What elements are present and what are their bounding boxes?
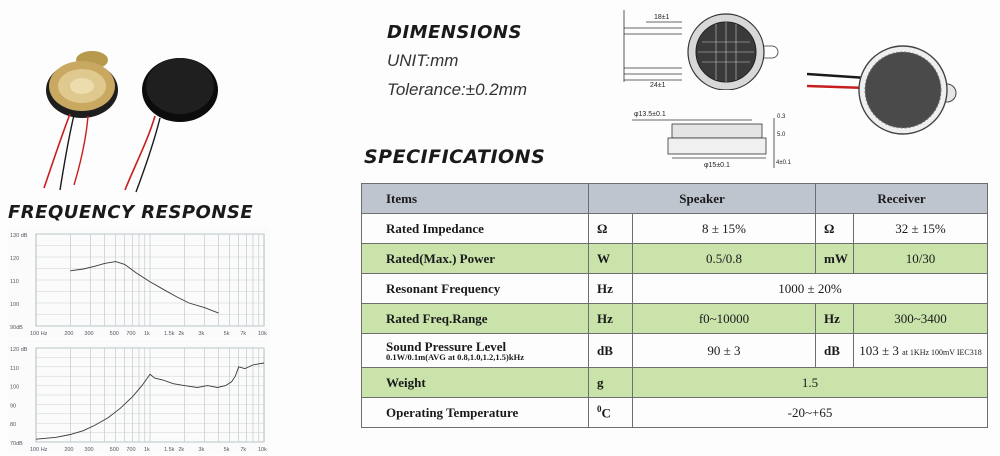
- unit: Hz: [589, 274, 633, 304]
- receiver-value: 10/30: [854, 244, 988, 274]
- item-label: Resonant Frequency: [362, 274, 589, 304]
- x-tick-label: 7k: [240, 447, 247, 453]
- y-tick-label: 80: [10, 422, 17, 429]
- x-tick-label: 200: [64, 331, 74, 337]
- x-tick-label: 1.5k: [164, 447, 175, 453]
- x-tick-label: 7k: [240, 331, 247, 337]
- x-tick-label: 100 Hz: [30, 447, 48, 453]
- x-tick-label: 500: [109, 331, 119, 337]
- x-tick-label: 500: [109, 447, 119, 453]
- y-tick-label: 100: [10, 302, 20, 308]
- x-tick-label: 700: [126, 447, 136, 453]
- spl-condition: 0.1W/0.1m(AVG at 0.8,1.0,1.2,1.5)kHz: [386, 351, 524, 362]
- product-photo: [30, 30, 220, 195]
- x-tick-label: 700: [126, 331, 136, 337]
- speaker-unit: Hz: [589, 304, 633, 334]
- speaker-value: 0.5/0.8: [633, 244, 816, 274]
- item-label: Operating Temperature: [362, 398, 589, 428]
- speaker-value: 90 ± 3: [633, 334, 816, 368]
- speaker-unit: W: [589, 244, 633, 274]
- shared-value: 1000 ± 20%: [633, 274, 988, 304]
- dim-label-03: 0.3: [777, 114, 786, 120]
- unit-letter: C: [601, 405, 611, 421]
- dim-label-24: 24±1: [650, 82, 666, 89]
- dim-label-50: 5.0: [777, 132, 786, 138]
- y-tick-label: 120 dB: [10, 347, 28, 353]
- spl-label: Sound Pressure Level: [386, 338, 507, 354]
- receiver-value: 32 ± 15%: [854, 214, 988, 244]
- unit: g: [589, 368, 633, 398]
- x-tick-label: 1k: [144, 331, 150, 337]
- receiver-value: 300~3400: [854, 304, 988, 334]
- item-label: Rated Impedance: [362, 214, 589, 244]
- item-label: Rated Freq.Range: [362, 304, 589, 334]
- receiver-unit: dB: [816, 334, 854, 368]
- x-tick-label: 200: [64, 447, 74, 453]
- table-row-operating-temperature: [362, 398, 988, 428]
- dim-label-18: 18±1: [654, 14, 670, 21]
- item-label: [362, 334, 589, 368]
- dim-label-height: 4±0.1: [776, 160, 791, 166]
- y-tick-label: 90dB: [10, 325, 23, 331]
- x-tick-label: 2k: [178, 447, 185, 453]
- receiver-spl-condition: at 1KHz 100mV IEC318: [902, 347, 982, 357]
- speaker-unit: dB: [589, 334, 633, 368]
- specifications-table: [361, 183, 988, 428]
- y-tick-label: 130 dB: [10, 233, 28, 239]
- x-tick-label: 100 Hz: [30, 331, 48, 337]
- tolerance-text: Tolerance:±0.2mm: [387, 80, 528, 99]
- y-tick-label: 90: [10, 403, 17, 410]
- dim-label-d135: φ13.5±0.1: [634, 111, 666, 118]
- y-tick-label: 110: [10, 365, 19, 372]
- table-row-impedance: [362, 214, 988, 244]
- x-tick-label: 5k: [223, 331, 230, 337]
- x-tick-label: 300: [84, 331, 94, 337]
- response-curve: [70, 262, 218, 314]
- receiver-unit: Hz: [816, 304, 854, 334]
- shared-value: 1.5: [633, 368, 988, 398]
- item-label: Weight: [362, 368, 589, 398]
- receiver-unit: mW: [816, 244, 854, 274]
- y-tick-label: 70dB: [10, 441, 23, 447]
- item-label: Rated(Max.) Power: [362, 244, 589, 274]
- header-items: Items: [362, 184, 589, 214]
- frequency-chart-top: [8, 226, 270, 338]
- header-speaker: Speaker: [589, 184, 816, 214]
- unit: [589, 398, 633, 428]
- speaker-value: f0~10000: [633, 304, 816, 334]
- dimension-drawing-side-view: [612, 104, 792, 174]
- dim-label-d15: φ15±0.1: [704, 162, 730, 169]
- table-header-row: [362, 184, 988, 214]
- x-tick-label: 2k: [178, 331, 185, 337]
- x-tick-label: 3k: [198, 447, 205, 453]
- y-tick-label: 100: [10, 384, 20, 391]
- x-tick-label: 10k: [258, 447, 267, 453]
- dimensions-heading: DIMENSIONS: [387, 22, 522, 43]
- table-row-spl: [362, 334, 988, 368]
- x-tick-label: 300: [84, 447, 94, 453]
- receiver-unit: Ω: [816, 214, 854, 244]
- table-row-power: [362, 244, 988, 274]
- frequency-response-heading: FREQUENCY RESPONSE: [8, 202, 254, 223]
- frequency-chart-bottom: [8, 340, 270, 454]
- header-receiver: Receiver: [816, 184, 988, 214]
- specifications-heading: SPECIFICATIONS: [364, 146, 546, 168]
- receiver-spl-value: 103 ± 3: [859, 342, 899, 358]
- table-row-weight: [362, 368, 988, 398]
- receiver-value: [854, 334, 988, 368]
- x-tick-label: 5k: [223, 447, 230, 453]
- x-tick-label: 1.5k: [164, 331, 175, 337]
- y-tick-label: 110: [10, 279, 19, 285]
- x-tick-label: 1k: [144, 447, 150, 453]
- unit-text: UNIT:mm: [387, 51, 459, 70]
- receiver-photo: [805, 34, 965, 139]
- x-tick-label: 10k: [258, 331, 267, 337]
- y-tick-label: 120: [10, 256, 20, 262]
- speaker-value: 8 ± 15%: [633, 214, 816, 244]
- table-row-freq-range: [362, 304, 988, 334]
- shared-value: -20~+65: [633, 398, 988, 428]
- table-row-resonant-frequency: [362, 274, 988, 304]
- x-tick-label: 3k: [198, 331, 205, 337]
- speaker-unit: Ω: [589, 214, 633, 244]
- dimension-drawing-top-view: [612, 6, 792, 90]
- degree-sup: 0: [597, 403, 602, 414]
